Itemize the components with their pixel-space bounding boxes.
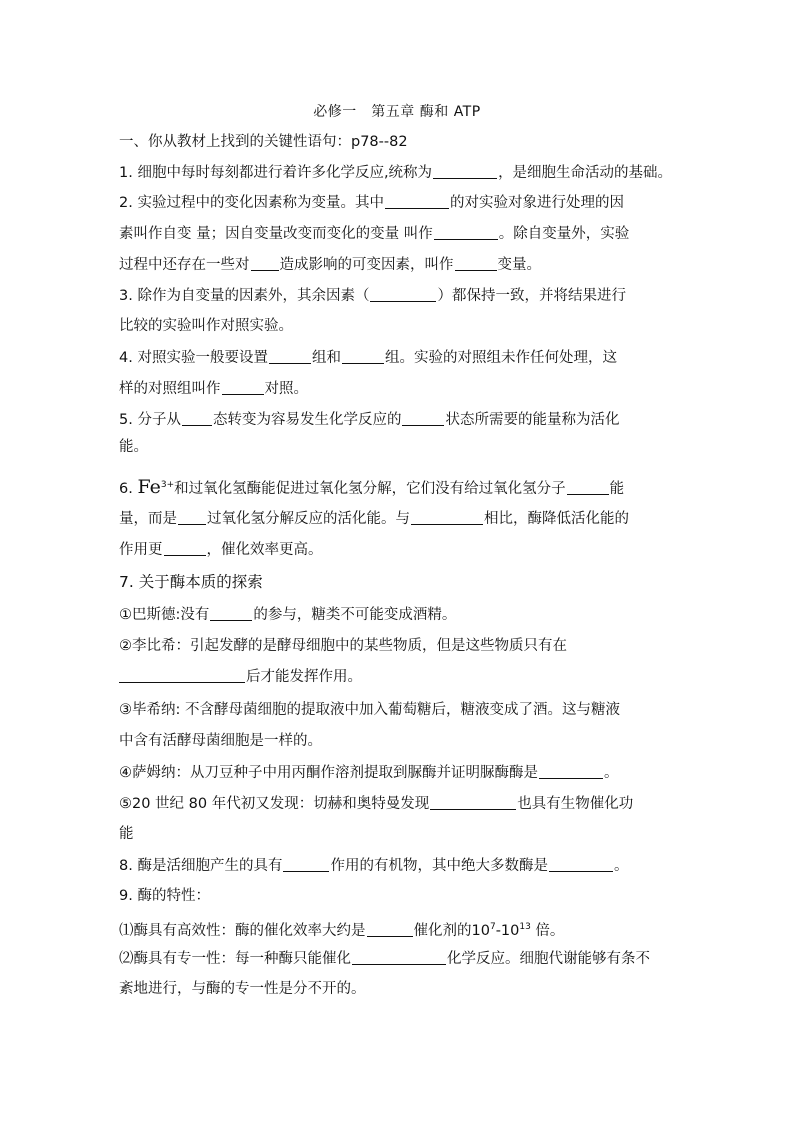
item-1-text: 1. 细胞中每时每刻都进行着许多化学反应,统称为: [119, 165, 433, 181]
item-6-text-mid: 过氧化氢分解反应的活化能。与: [207, 511, 410, 527]
blank: [430, 793, 516, 810]
item-7-buchner-line-2: 中含有活酵母菌细胞是一样的。: [119, 733, 322, 749]
item-3: [119, 285, 626, 306]
item-6-line-2: [119, 508, 629, 529]
item-7-text-end: 。: [604, 765, 619, 781]
item-2-text-mid: 造成影响的可变因素，叫作: [279, 257, 454, 273]
blank: [367, 920, 413, 937]
item-6-number: 6.: [119, 480, 138, 497]
item-7-text: ④萨姆纳：从刀豆种子中用丙酮作溶剂提取到脲酶并证明脲酶酶是: [119, 765, 538, 781]
item-4-text-mid: 组和: [311, 350, 341, 366]
blank: [539, 762, 603, 779]
item-7-pasteur: [119, 604, 456, 625]
item-7-text-end: 的参与，糖类不可能变成酒精。: [253, 607, 457, 623]
blank: [251, 254, 279, 271]
blank: [402, 409, 444, 426]
blank: [119, 666, 245, 683]
item-9-text-end: 倍。: [530, 922, 565, 939]
item-7-heading: 7. 关于酶本质的探索: [119, 573, 263, 591]
item-7-liebig-line-2: [119, 666, 362, 687]
blank: [385, 192, 449, 209]
blank: [283, 855, 329, 872]
item-7-cech: [119, 793, 633, 814]
item-6-text-end: ，催化效率更高。: [206, 542, 323, 558]
item-9-heading: 9. 酶的特性：: [119, 888, 210, 904]
blank: [182, 409, 212, 426]
item-6: [119, 475, 624, 499]
item-7-sumner: [119, 762, 619, 783]
item-1: [119, 162, 672, 183]
item-4-line-2: [119, 378, 308, 399]
item-9-text: ⑴酶具有高效性：酶的催化效率大约是: [119, 922, 366, 939]
blank: [411, 508, 483, 525]
item-8-text: 8. 酶是活细胞产生的具有: [119, 858, 283, 874]
item-9-efficiency: [119, 917, 564, 941]
blank: [178, 508, 206, 525]
item-5-text-mid: 态转变为容易发生化学反应的: [212, 412, 402, 428]
exponent-base: 10: [471, 922, 490, 939]
item-2-text: 素叫作自变 量；因自变量改变而变化的变量 叫作: [119, 226, 433, 242]
item-8-text-end: 。: [613, 858, 629, 874]
blank: [567, 478, 609, 495]
exponent: 13: [519, 922, 531, 932]
item-2-text-end: 变量。: [497, 257, 541, 273]
item-6-text-end: 能: [609, 480, 625, 497]
item-7-text: ⑤20 世纪 80 年代初又发现：切赫和奥特曼发现: [119, 796, 430, 812]
item-3-text-end: ）都保持一致，并将结果进行: [437, 288, 626, 304]
blank: [455, 254, 497, 271]
item-2-line-2: [119, 223, 629, 244]
item-6-text: 量，而是: [119, 511, 177, 527]
blank: [370, 285, 436, 302]
item-2-text-end: 。除自变量外，实验: [498, 226, 630, 242]
item-4-text-end: 对照。: [264, 381, 308, 397]
item-7-buchner: ③毕希纳: 不含酵母菌细胞的提取液中加入葡萄糖后，糖液变成了酒。这与糖液: [119, 702, 620, 718]
item-9-specificity-line-2: 紊地进行，与酶的专一性是分不开的。: [119, 981, 366, 997]
blank: [342, 347, 384, 364]
item-2-text: 2. 实验过程中的变化因素称为变量。其中: [119, 195, 384, 211]
item-2-text: 过程中还存在一些对: [119, 257, 250, 273]
item-6-text-end: 相比，酶降低活化能的: [484, 511, 629, 527]
item-3-text: 3. 除作为自变量的因素外，其余因素（: [119, 288, 370, 304]
exponent: 7: [489, 922, 496, 932]
item-7-text: ①巴斯德:没有: [119, 607, 210, 623]
item-6-line-3: [119, 539, 323, 560]
item-7-text-end: 也具有生物催化功: [517, 796, 634, 812]
item-9-text-mid: 催化剂的: [413, 922, 472, 939]
item-4-text: 样的对照组叫作: [119, 381, 221, 397]
item-2-text-end: 的对实验对象进行处理的因: [449, 195, 624, 211]
item-3-line-2: 比较的实验叫作对照实验。: [119, 318, 293, 334]
item-1-text-end: ，是细胞生命活动的基础。: [498, 165, 673, 181]
blank: [164, 539, 206, 556]
item-7-cech-line-2: 能: [119, 826, 134, 842]
blank: [222, 378, 264, 395]
item-2-line-3: [119, 254, 541, 275]
item-7-liebig: ②李比希：引起发酵的是酵母细胞中的某些物质，但是这些物质只有在: [119, 638, 567, 654]
section-heading: 一、你从教材上找到的关键性语句：p78--82: [119, 134, 408, 150]
item-5: [119, 409, 619, 430]
item-6-text: 作用更: [119, 542, 163, 558]
blank: [352, 948, 446, 965]
exponent-base: -10: [495, 922, 520, 939]
item-8-text-mid: 作用的有机物，其中绝大多数酶是: [330, 858, 548, 874]
item-8: [119, 855, 628, 876]
item-5-line-2: 能。: [119, 439, 148, 455]
iron-symbol: Fe: [137, 475, 161, 498]
item-9-specificity: [119, 948, 650, 969]
item-4-text: 4. 对照实验一般要设置: [119, 350, 268, 366]
item-9-text: ⑵酶具有专一性：每一种酶只能催化: [119, 951, 351, 967]
blank: [434, 223, 498, 240]
item-7-text-end: 后才能发挥作用。: [246, 669, 362, 685]
item-4: [119, 347, 617, 368]
item-6-text: 和过氧化氢酶能促进过氧化氢分解，它们没有给过氧化氢分子: [174, 480, 566, 497]
item-5-text: 5. 分子从: [119, 412, 181, 428]
page-title: 必修一 第五章 酶和 ATP: [313, 104, 481, 120]
blank: [210, 604, 252, 621]
blank: [433, 162, 497, 179]
item-2: [119, 192, 624, 213]
blank: [269, 347, 311, 364]
blank: [549, 855, 613, 872]
iron-charge: 3+: [160, 480, 175, 490]
item-9-text-end: 化学反应。细胞代谢能够有条不: [447, 951, 650, 967]
item-4-text-end: 组。实验的对照组未作任何处理，这: [384, 350, 617, 366]
item-5-text-end: 状态所需要的能量称为活化: [445, 412, 620, 428]
